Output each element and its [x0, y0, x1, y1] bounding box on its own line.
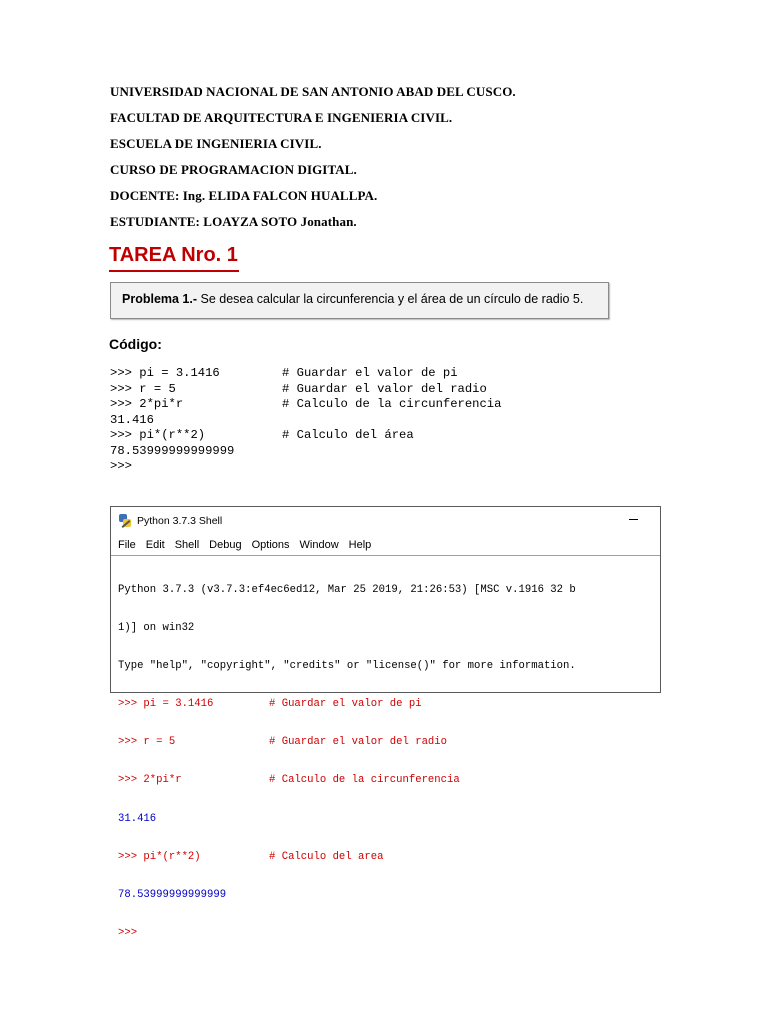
code-line [110, 459, 501, 475]
shell-comment: # Guardar el valor del radio [269, 736, 448, 749]
code-line [110, 366, 501, 382]
shell-statement: >>> pi*(r**2) [118, 850, 201, 863]
minimize-icon[interactable] [629, 519, 638, 520]
code-statement: >>> pi*(r**2) [110, 428, 206, 442]
teacher-line: DOCENTE: Ing. ELIDA FALCON HUALLPA. [110, 188, 378, 203]
code-statement: >>> pi = 3.1416 [110, 366, 220, 380]
problem-label: Problema 1.- [122, 292, 198, 306]
shell-input-line [118, 697, 660, 711]
menu-debug[interactable]: Debug [209, 538, 242, 551]
header-block [110, 84, 516, 240]
menu-edit[interactable]: Edit [145, 538, 165, 551]
shell-comment: # Calculo del area [269, 850, 384, 863]
shell-banner-line: Type "help", "copyright", "credits" or "license()" for more information. [118, 660, 576, 673]
shell-output-line: 78.53999999999999 [118, 888, 227, 901]
shell-input-line [118, 850, 660, 864]
code-comment: # Guardar el valor del radio [282, 381, 487, 396]
code-output: 78.53999999999999 [110, 443, 235, 458]
code-output: 31.416 [110, 412, 154, 427]
code-line [110, 413, 501, 429]
title-underline [109, 270, 239, 272]
code-statement: >>> 2*pi*r [110, 397, 184, 411]
problem-text: Se desea calcular la circunferencia y el área de un círculo de radio 5. [197, 292, 584, 306]
student-line: ESTUDIANTE: LOAYZA SOTO Jonathan. [110, 214, 357, 229]
shell-banner-line: 1)] on win32 [118, 622, 195, 635]
code-line [110, 428, 501, 444]
shell-window-title: Python 3.7.3 Shell [137, 514, 223, 527]
shell-comment: # Calculo de la circunferencia [269, 774, 460, 787]
page-title: TAREA Nro. 1 [109, 244, 238, 266]
shell-statement: >>> pi = 3.1416 [118, 698, 214, 711]
shell-banner-line: Python 3.7.3 (v3.7.3:ef4ec6ed12, Mar 25 2019, 21:26:53) [MSC v.1916 32 b [118, 584, 576, 596]
shell-statement: >>> 2*pi*r [118, 774, 182, 787]
shell-menubar [111, 534, 660, 555]
code-heading: Código: [109, 336, 162, 352]
shell-titlebar[interactable] [111, 507, 660, 534]
code-comment: # Guardar el valor de pi [282, 366, 458, 380]
menu-window[interactable]: Window [299, 538, 339, 551]
course-line: CURSO DE PROGRAMACION DIGITAL. [110, 162, 357, 177]
university-line: UNIVERSIDAD NACIONAL DE SAN ANTONIO ABAD DEL CUSCO. [110, 84, 516, 99]
problem-box [110, 282, 609, 319]
code-line [110, 382, 501, 398]
shell-input-line [118, 773, 660, 787]
menu-shell[interactable]: Shell [174, 538, 200, 551]
shell-comment: # Guardar el valor de pi [269, 698, 422, 711]
code-prompt: >>> [110, 459, 132, 473]
python-shell-window [110, 506, 661, 939]
code-comment: # Calculo de la circunferencia [282, 397, 502, 411]
menu-options[interactable]: Options [251, 538, 290, 551]
code-line [110, 397, 501, 413]
shell-prompt: >>> [118, 926, 138, 939]
shell-output-line: 31.416 [118, 812, 157, 825]
code-listing [110, 366, 501, 475]
shell-prompt-line [118, 926, 660, 940]
school-line: ESCUELA DE INGENIERIA CIVIL. [110, 136, 322, 151]
menu-file[interactable]: File [118, 538, 136, 551]
code-statement: >>> r = 5 [110, 381, 176, 396]
code-line [110, 444, 501, 460]
shell-statement: >>> r = 5 [118, 736, 176, 749]
code-comment: # Calculo del área [282, 428, 414, 442]
shell-text-area[interactable] [111, 556, 660, 964]
shell-input-line [118, 735, 660, 749]
faculty-line: FACULTAD DE ARQUITECTURA E INGENIERIA CIVIL. [110, 110, 453, 125]
menu-help[interactable]: Help [348, 538, 372, 551]
python-idle-icon [118, 514, 132, 528]
